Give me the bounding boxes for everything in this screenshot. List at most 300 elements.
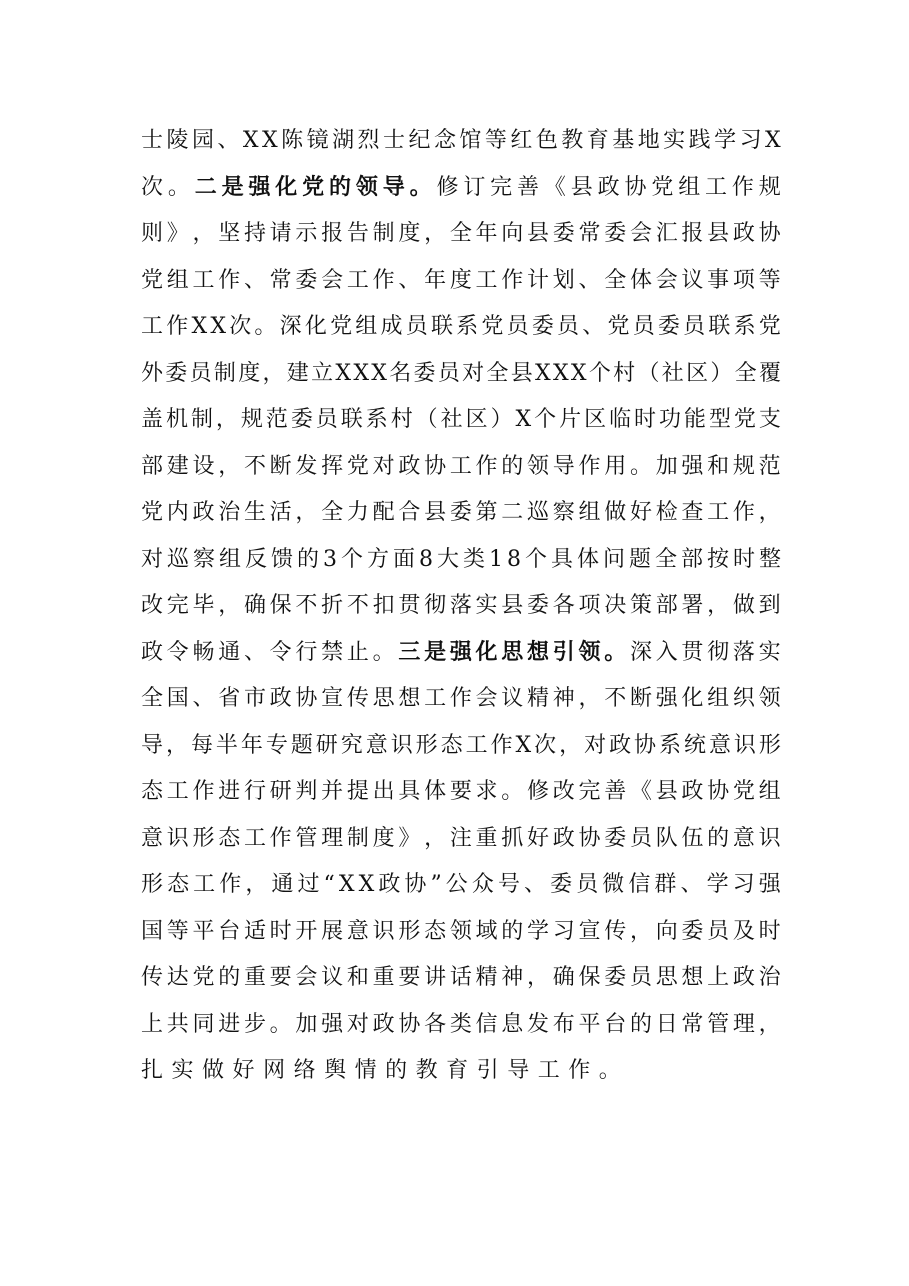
text-char: 具 bbox=[550, 546, 573, 572]
text-char: 众 bbox=[471, 872, 494, 897]
text-char: 全 bbox=[734, 360, 757, 386]
text-char: 改 bbox=[141, 593, 164, 618]
text-char: 党 bbox=[651, 174, 674, 200]
text-char: 达 bbox=[166, 965, 189, 990]
text-char: 导 bbox=[141, 732, 164, 758]
text-char: 员 bbox=[683, 314, 706, 339]
text-char: 形 bbox=[758, 732, 781, 758]
text-char: 县 bbox=[501, 593, 524, 618]
text-char: 馈 bbox=[271, 546, 294, 572]
text-char: 学 bbox=[714, 128, 737, 153]
text-char: 基 bbox=[612, 128, 635, 153]
text-char: 地 bbox=[637, 128, 660, 153]
text-char: 红 bbox=[510, 128, 533, 153]
text-char: 善 bbox=[604, 779, 627, 804]
text-char: 建 bbox=[286, 360, 309, 386]
text-char: ” bbox=[430, 872, 442, 897]
text-char: X bbox=[515, 732, 532, 758]
text-char: 县 bbox=[655, 779, 678, 804]
text-char: ， bbox=[262, 360, 285, 386]
text-char: 能 bbox=[683, 407, 706, 432]
text-char: ， bbox=[629, 918, 652, 944]
text-line bbox=[141, 490, 781, 537]
text-char: 识 bbox=[390, 732, 413, 758]
text-char: 政 bbox=[609, 732, 632, 758]
text-char: 《 bbox=[629, 779, 652, 804]
text-char: 常 bbox=[578, 221, 601, 246]
text-char: 度 bbox=[449, 267, 472, 293]
text-char: 士 bbox=[141, 128, 164, 153]
text-char: 协 bbox=[758, 221, 781, 246]
text-char: 委 bbox=[165, 360, 188, 386]
text-char: 烈 bbox=[357, 128, 380, 153]
bold-heading-char: 引 bbox=[552, 639, 575, 665]
text-line bbox=[141, 165, 781, 212]
text-char: 导 bbox=[507, 1058, 530, 1083]
bold-heading-char: 思 bbox=[501, 639, 524, 665]
text-char: 态 bbox=[167, 872, 190, 897]
text-char: 强 bbox=[321, 1011, 344, 1037]
text-char: 念 bbox=[433, 128, 456, 153]
bold-heading-char: 党 bbox=[302, 174, 325, 200]
text-char: 项 bbox=[578, 593, 601, 618]
text-char: ， bbox=[218, 593, 241, 618]
text-char: 适 bbox=[243, 918, 266, 944]
text-char: 网 bbox=[263, 1058, 286, 1083]
text-char: 体 bbox=[576, 546, 599, 572]
text-char: 员 bbox=[576, 872, 599, 897]
text-char: 通 bbox=[218, 639, 241, 665]
bold-heading-char: 二 bbox=[194, 174, 217, 200]
text-char: 、 bbox=[398, 267, 421, 293]
text-char: X bbox=[210, 314, 226, 339]
text-char: 党 bbox=[732, 779, 755, 804]
text-char: 委 bbox=[527, 593, 550, 618]
text-char: 抓 bbox=[501, 825, 524, 851]
text-char: 、 bbox=[582, 314, 605, 339]
text-char: 党 bbox=[346, 453, 369, 479]
text-char: 究 bbox=[340, 732, 363, 758]
text-char: 识 bbox=[166, 825, 189, 851]
text-char: 策 bbox=[629, 593, 652, 618]
text-char: 信 bbox=[628, 872, 651, 897]
text-char: 年 bbox=[240, 732, 263, 758]
text-char: 》 bbox=[166, 221, 189, 246]
text-char: 组 bbox=[219, 546, 242, 572]
text-char: 育 bbox=[446, 1058, 469, 1083]
text-char: 和 bbox=[346, 965, 369, 990]
text-char: 协 bbox=[424, 453, 447, 479]
bold-heading-char: 。 bbox=[604, 639, 627, 665]
text-char: 情 bbox=[354, 1058, 377, 1083]
text-char: 的 bbox=[501, 918, 524, 944]
text-char: 制 bbox=[190, 407, 213, 432]
text-char: 宣 bbox=[578, 918, 601, 944]
text-char: 好 bbox=[629, 500, 652, 525]
text-char: 系 bbox=[733, 314, 756, 339]
text-char: 县 bbox=[424, 500, 447, 525]
text-char: 议 bbox=[501, 686, 524, 711]
text-char: 类 bbox=[449, 1011, 472, 1037]
bold-heading-char: 。 bbox=[409, 174, 432, 200]
text-line bbox=[141, 1002, 781, 1049]
text-char: 持 bbox=[243, 221, 266, 246]
text-char: 作 bbox=[449, 686, 472, 711]
text-char: 8 bbox=[506, 546, 521, 572]
text-char: ， bbox=[424, 221, 447, 246]
text-line bbox=[141, 397, 781, 444]
text-char: 作 bbox=[372, 267, 395, 293]
text-char: 区 bbox=[465, 407, 488, 432]
text-char: 的 bbox=[501, 453, 524, 479]
text-char: 士 bbox=[383, 128, 406, 153]
text-char: 会 bbox=[629, 221, 652, 246]
text-char: 名 bbox=[389, 360, 412, 386]
text-char: 社 bbox=[661, 360, 684, 386]
text-char: 重 bbox=[372, 965, 395, 990]
text-char: 、 bbox=[217, 128, 240, 153]
text-char: 会 bbox=[321, 267, 344, 293]
text-char: 号 bbox=[497, 872, 520, 897]
text-char: 党 bbox=[758, 314, 781, 339]
text-char: 不 bbox=[346, 593, 369, 618]
text-char: 强 bbox=[681, 453, 704, 479]
text-char: 机 bbox=[165, 407, 188, 432]
text-char: 员 bbox=[506, 314, 529, 339]
text-char: 共 bbox=[166, 1011, 189, 1037]
text-char: 立 bbox=[311, 360, 334, 386]
text-char: 按 bbox=[706, 546, 729, 572]
text-char: 不 bbox=[295, 593, 318, 618]
text-char: 重 bbox=[243, 965, 266, 990]
text-char: 坚 bbox=[218, 221, 241, 246]
text-char: 类 bbox=[462, 546, 485, 572]
text-char: 作 bbox=[269, 825, 292, 851]
text-char: 形 bbox=[398, 918, 421, 944]
text-char: 向 bbox=[501, 221, 524, 246]
text-line bbox=[141, 211, 781, 258]
text-char: 巡 bbox=[527, 500, 550, 525]
text-char: 台 bbox=[604, 1011, 627, 1037]
text-char: 署 bbox=[681, 593, 704, 618]
bold-heading-char: 想 bbox=[527, 639, 550, 665]
text-char: 作 bbox=[475, 453, 498, 479]
text-char: 整 bbox=[758, 546, 781, 572]
text-char: 及 bbox=[732, 918, 755, 944]
text-char: X bbox=[338, 872, 355, 897]
text-char: 毕 bbox=[192, 593, 215, 618]
text-char: 个 bbox=[588, 360, 611, 386]
text-char: 全 bbox=[654, 546, 677, 572]
text-line bbox=[141, 537, 781, 584]
text-char: 通 bbox=[271, 872, 294, 897]
text-char: 委 bbox=[604, 221, 627, 246]
text-char: 强 bbox=[655, 686, 678, 711]
text-char: 识 bbox=[733, 732, 756, 758]
text-char: 彻 bbox=[707, 639, 730, 665]
text-char: 党 bbox=[481, 314, 504, 339]
text-char: 协 bbox=[624, 174, 647, 200]
text-char: 常 bbox=[681, 1011, 704, 1037]
text-char: 个 bbox=[340, 546, 363, 572]
text-char: 委 bbox=[604, 825, 627, 851]
text-char: 、 bbox=[578, 267, 601, 293]
text-char: 传 bbox=[604, 918, 627, 944]
text-char: 保 bbox=[578, 965, 601, 990]
text-char: 扎 bbox=[141, 1058, 164, 1083]
text-char: 加 bbox=[655, 453, 678, 479]
text-char: 意 bbox=[141, 825, 164, 851]
text-char: 则 bbox=[141, 221, 164, 246]
text-char: ， bbox=[218, 453, 241, 479]
text-char: X bbox=[358, 872, 375, 897]
bold-heading-char: 化 bbox=[275, 174, 298, 200]
text-char: 形 bbox=[192, 825, 215, 851]
text-char: 对 bbox=[584, 732, 607, 758]
text-char: 制 bbox=[372, 221, 395, 246]
text-char: 组 bbox=[758, 779, 781, 804]
text-char: 专 bbox=[265, 732, 288, 758]
text-char: 省 bbox=[218, 686, 241, 711]
text-char: 活 bbox=[269, 500, 292, 525]
text-char: 县 bbox=[510, 360, 533, 386]
text-char: 政 bbox=[372, 1011, 395, 1037]
text-char: 平 bbox=[192, 918, 215, 944]
text-char: ， bbox=[192, 221, 215, 246]
text-char: 政 bbox=[269, 686, 292, 711]
text-char: 决 bbox=[604, 593, 627, 618]
text-char: 舆 bbox=[324, 1058, 347, 1083]
text-char: 提 bbox=[346, 779, 369, 804]
text-char: 作 bbox=[568, 1058, 591, 1083]
text-char: 强 bbox=[758, 872, 781, 897]
text-char: 会 bbox=[295, 965, 318, 990]
text-char: 时 bbox=[758, 918, 781, 944]
text-char: 发 bbox=[295, 453, 318, 479]
text-char: 政 bbox=[552, 825, 575, 851]
text-char: 织 bbox=[732, 686, 755, 711]
text-char: 力 bbox=[346, 500, 369, 525]
text-char: 形 bbox=[415, 732, 438, 758]
text-char: 成 bbox=[380, 314, 403, 339]
text-char: 确 bbox=[243, 593, 266, 618]
text-char: 》 bbox=[398, 825, 421, 851]
text-char: 研 bbox=[315, 732, 338, 758]
text-char: 会 bbox=[655, 267, 678, 293]
text-char: 协 bbox=[398, 1011, 421, 1037]
text-char: 育 bbox=[586, 128, 609, 153]
text-char: 发 bbox=[527, 1011, 550, 1037]
text-char: 全 bbox=[604, 267, 627, 293]
text-char: ， bbox=[758, 1011, 781, 1037]
text-char: 统 bbox=[683, 732, 706, 758]
text-char: 第 bbox=[475, 500, 498, 525]
text-char: 修 bbox=[436, 174, 459, 200]
text-char: 精 bbox=[475, 965, 498, 990]
text-char: 方 bbox=[366, 546, 389, 572]
text-char: 盖 bbox=[141, 407, 164, 432]
text-line bbox=[141, 676, 781, 723]
text-char: 思 bbox=[372, 686, 395, 711]
text-char: 组 bbox=[578, 500, 601, 525]
text-char: 组 bbox=[707, 686, 730, 711]
text-char: 年 bbox=[475, 221, 498, 246]
text-char: 意 bbox=[365, 732, 388, 758]
text-char: 委 bbox=[531, 314, 554, 339]
text-char: 汇 bbox=[655, 221, 678, 246]
text-char: 理 bbox=[321, 825, 344, 851]
text-char: 到 bbox=[758, 593, 781, 618]
text-char: 治 bbox=[758, 965, 781, 990]
text-char: 信 bbox=[475, 1011, 498, 1037]
text-char: 计 bbox=[527, 267, 550, 293]
text-char: 区 bbox=[584, 407, 607, 432]
text-char: 做 bbox=[732, 593, 755, 618]
text-char: 完 bbox=[166, 593, 189, 618]
text-char: 络 bbox=[293, 1058, 316, 1083]
text-char: 工 bbox=[243, 825, 266, 851]
text-char: 临 bbox=[609, 407, 632, 432]
text-char: 联 bbox=[430, 314, 453, 339]
text-char: 系 bbox=[456, 314, 479, 339]
text-char: 度 bbox=[398, 221, 421, 246]
text-char: 个 bbox=[534, 407, 557, 432]
text-char: 意 bbox=[732, 825, 755, 851]
text-char: X bbox=[570, 360, 587, 386]
text-char: 断 bbox=[269, 453, 292, 479]
text-char: 禁 bbox=[321, 639, 344, 665]
text-char: 委 bbox=[290, 407, 313, 432]
text-char: 协 bbox=[578, 825, 601, 851]
text-char: 个 bbox=[524, 546, 547, 572]
text-char: X bbox=[552, 360, 569, 386]
text-char: 协 bbox=[404, 872, 427, 897]
text-char: 时 bbox=[634, 407, 657, 432]
text-char: ， bbox=[215, 407, 238, 432]
text-char: 等 bbox=[166, 918, 189, 944]
text-char: 要 bbox=[449, 779, 472, 804]
text-char: X bbox=[515, 407, 532, 432]
text-char: 制 bbox=[213, 360, 236, 386]
text-char: 工 bbox=[537, 1058, 560, 1083]
text-char: 重 bbox=[475, 825, 498, 851]
text-char: ， bbox=[527, 965, 550, 990]
text-char: 践 bbox=[688, 128, 711, 153]
text-char: 令 bbox=[166, 639, 189, 665]
text-char: 请 bbox=[269, 221, 292, 246]
text-char: 员 bbox=[315, 407, 338, 432]
text-char: 挥 bbox=[321, 453, 344, 479]
text-char: 作 bbox=[192, 779, 215, 804]
text-line bbox=[141, 769, 781, 816]
text-char: 对 bbox=[346, 1011, 369, 1037]
text-char: 设 bbox=[192, 453, 215, 479]
text-char: 次 bbox=[229, 314, 252, 339]
text-line bbox=[141, 258, 781, 305]
text-char: 的 bbox=[218, 965, 241, 990]
bold-heading-char: 三 bbox=[398, 639, 421, 665]
text-char: 员 bbox=[437, 360, 460, 386]
text-char: 完 bbox=[490, 174, 513, 200]
text-char: 想 bbox=[681, 965, 704, 990]
text-char: 项 bbox=[732, 267, 755, 293]
text-char: ， bbox=[165, 732, 188, 758]
text-char: 作 bbox=[731, 174, 754, 200]
bold-heading-char: 是 bbox=[424, 639, 447, 665]
text-char: 党 bbox=[330, 314, 353, 339]
text-char: 公 bbox=[445, 872, 468, 897]
text-char: 深 bbox=[279, 314, 302, 339]
text-char: 贯 bbox=[681, 639, 704, 665]
text-char: 折 bbox=[321, 593, 344, 618]
text-char: 党 bbox=[141, 500, 164, 525]
text-char: 讲 bbox=[424, 965, 447, 990]
text-char: X bbox=[371, 360, 387, 386]
text-char: 彻 bbox=[424, 593, 447, 618]
text-char: 全 bbox=[321, 500, 344, 525]
text-char: 做 bbox=[202, 1058, 225, 1083]
text-char: 系 bbox=[365, 407, 388, 432]
bold-heading-char: 强 bbox=[248, 174, 271, 200]
text-char: 政 bbox=[378, 872, 401, 897]
text-char: 对 bbox=[462, 360, 485, 386]
text-char: 。 bbox=[167, 174, 190, 200]
text-char: 型 bbox=[708, 407, 731, 432]
text-char: 习 bbox=[732, 872, 755, 897]
text-char: 保 bbox=[269, 593, 292, 618]
text-char: 纪 bbox=[408, 128, 431, 153]
text-char: 色 bbox=[535, 128, 558, 153]
text-char: 理 bbox=[732, 1011, 755, 1037]
text-char: 委 bbox=[413, 360, 436, 386]
bold-heading-char: 化 bbox=[475, 639, 498, 665]
text-char: 协 bbox=[295, 686, 318, 711]
text-char: 全 bbox=[486, 360, 509, 386]
text-line bbox=[141, 909, 781, 956]
bold-heading-char: 的 bbox=[329, 174, 352, 200]
text-char: 要 bbox=[398, 965, 421, 990]
text-char: 态 bbox=[440, 732, 463, 758]
text-char: 用 bbox=[604, 453, 627, 479]
text-char: 联 bbox=[340, 407, 363, 432]
text-char: 止 bbox=[346, 639, 369, 665]
text-char: 反 bbox=[245, 546, 268, 572]
text-char: 上 bbox=[707, 965, 730, 990]
text-char: 示 bbox=[295, 221, 318, 246]
text-char: 面 bbox=[392, 546, 415, 572]
text-char: 进 bbox=[218, 1011, 241, 1037]
bold-heading-char: 是 bbox=[221, 174, 244, 200]
text-char: 湖 bbox=[332, 128, 355, 153]
text-char: 察 bbox=[193, 546, 216, 572]
text-char: 工 bbox=[193, 872, 216, 897]
text-char: 作 bbox=[490, 732, 513, 758]
text-char: 员 bbox=[557, 314, 580, 339]
text-char: 识 bbox=[372, 918, 395, 944]
text-char: 陵 bbox=[166, 128, 189, 153]
text-char: 对 bbox=[141, 546, 164, 572]
text-char: 党 bbox=[733, 407, 756, 432]
text-char: 队 bbox=[655, 825, 678, 851]
text-char: 察 bbox=[552, 500, 575, 525]
text-char: 形 bbox=[141, 872, 164, 897]
text-char: 作 bbox=[166, 314, 189, 339]
text-char: 村 bbox=[390, 407, 413, 432]
text-char: 二 bbox=[501, 500, 524, 525]
text-char: 告 bbox=[346, 221, 369, 246]
text-char: 议 bbox=[321, 965, 344, 990]
text-char: 组 bbox=[678, 174, 701, 200]
